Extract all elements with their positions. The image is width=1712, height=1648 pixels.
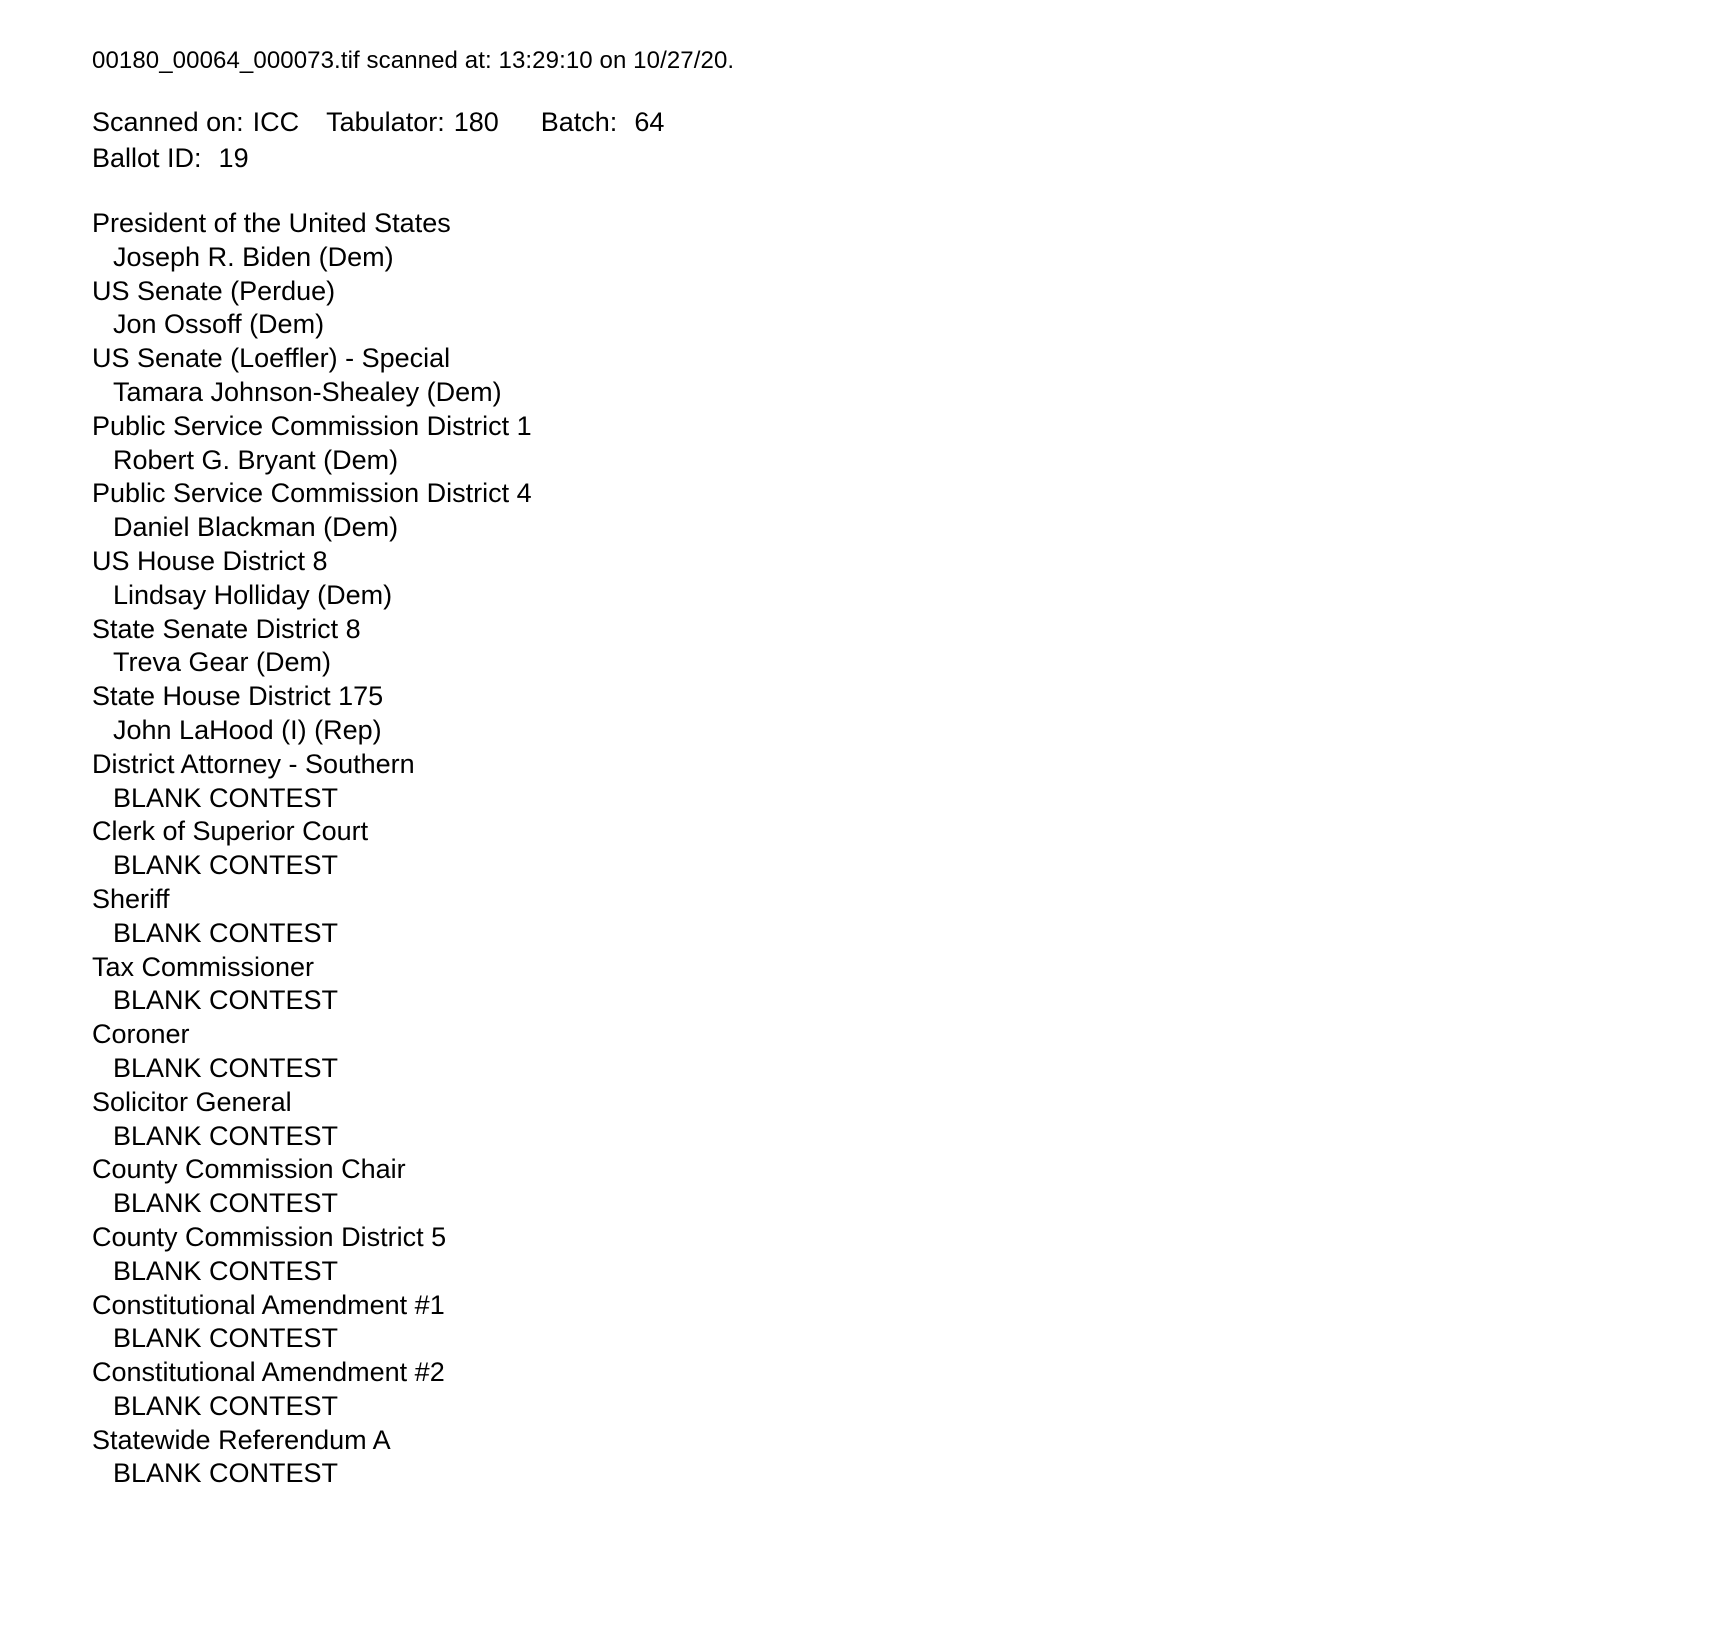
ballot-id-line: [92, 140, 1672, 176]
contest-selection: BLANK CONTEST: [113, 1188, 339, 1219]
contest-item: [92, 883, 1672, 951]
contest-office: Constitutional Amendment #2: [92, 1357, 445, 1388]
scanned-on-value: ICC: [252, 107, 300, 137]
contest-office: State Senate District 8: [92, 613, 361, 644]
contest-item: [92, 951, 1672, 1019]
contest-selection: BLANK CONTEST: [113, 1323, 339, 1354]
contest-item: [92, 613, 1672, 681]
contest-selection: BLANK CONTEST: [113, 782, 339, 813]
contest-item: [92, 1018, 1672, 1086]
contest-office: State House District 175: [92, 681, 384, 712]
contest-selection: BLANK CONTEST: [113, 1255, 339, 1286]
contest-office: US House District 8: [92, 545, 328, 576]
batch-value: 64: [634, 107, 665, 137]
contest-item: [92, 275, 1672, 343]
contest-office: Constitutional Amendment #1: [92, 1289, 445, 1320]
contest-office: Tax Commissioner: [92, 951, 315, 982]
contest-selection: BLANK CONTEST: [113, 1120, 339, 1151]
contest-item: [92, 815, 1672, 883]
contest-item: [92, 680, 1672, 748]
contest-selection: Lindsay Holliday (Dem): [113, 579, 393, 610]
contest-office: Solicitor General: [92, 1086, 292, 1117]
contest-office: Statewide Referendum A: [92, 1424, 391, 1455]
contest-selection: Joseph R. Biden (Dem): [113, 241, 394, 272]
tabulator-value: 180: [453, 107, 499, 137]
contest-selection: BLANK CONTEST: [113, 917, 339, 948]
ballot-id-label: Ballot ID:: [92, 143, 202, 173]
contest-selection: BLANK CONTEST: [113, 850, 339, 881]
contest-selection: Jon Ossoff (Dem): [113, 309, 325, 340]
contest-item: [92, 1356, 1672, 1424]
contest-office: Public Service Commission District 4: [92, 478, 532, 509]
contest-item: [92, 207, 1672, 275]
contest-item: [92, 477, 1672, 545]
contest-item: [92, 1424, 1672, 1492]
contest-item: [92, 1289, 1672, 1357]
scanned-on-label: Scanned on:: [92, 107, 244, 137]
contest-office: District Attorney - Southern: [92, 748, 415, 779]
contest-selection: John LaHood (I) (Rep): [113, 714, 382, 745]
contest-selection: Tamara Johnson-Shealey (Dem): [113, 376, 502, 407]
contest-item: [92, 1086, 1672, 1154]
contest-item: [92, 748, 1672, 816]
contest-office: US Senate (Loeffler) - Special: [92, 343, 451, 374]
contest-selection: BLANK CONTEST: [113, 1458, 339, 1489]
contest-item: [92, 545, 1672, 613]
contest-office: President of the United States: [92, 208, 451, 238]
ballot-id-value: 19: [218, 143, 249, 173]
contest-item: [92, 342, 1672, 410]
contest-office: US Senate (Perdue): [92, 275, 336, 306]
batch-label: Batch:: [540, 107, 618, 137]
scan-filename-line: 00180_00064_000073.tif scanned at: 13:29:10 on 10/27/20.: [92, 47, 735, 74]
contest-selection: Robert G. Bryant (Dem): [113, 444, 399, 475]
tabulator-label: Tabulator:: [326, 107, 445, 137]
contest-selection: Treva Gear (Dem): [113, 647, 332, 678]
contest-office: Clerk of Superior Court: [92, 816, 369, 847]
contest-office: County Commission Chair: [92, 1154, 406, 1185]
contest-selection: Daniel Blackman (Dem): [113, 512, 399, 543]
contest-office: Sheriff: [92, 883, 170, 914]
contest-selection: BLANK CONTEST: [113, 1390, 339, 1421]
contest-item: [92, 1153, 1672, 1221]
contest-list: [92, 207, 1672, 1491]
contest-selection: BLANK CONTEST: [113, 1052, 339, 1083]
contest-item: [92, 1221, 1672, 1289]
scan-info-line: [92, 104, 1672, 140]
contest-item: [92, 410, 1672, 478]
document-body: [92, 46, 1672, 1491]
contest-office: Coroner: [92, 1019, 190, 1050]
contest-office: County Commission District 5: [92, 1221, 447, 1252]
contest-office: Public Service Commission District 1: [92, 410, 532, 441]
contest-selection: BLANK CONTEST: [113, 985, 339, 1016]
